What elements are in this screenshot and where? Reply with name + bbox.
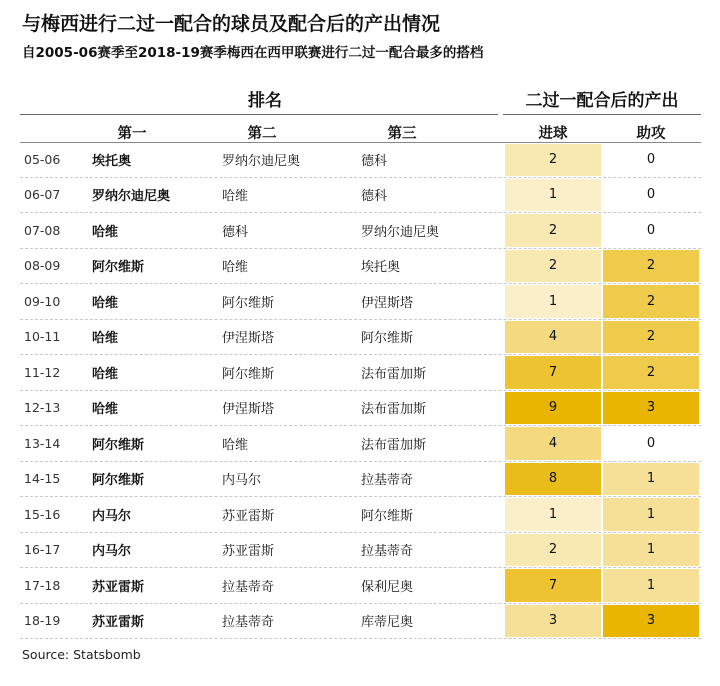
assists-cell: 0 — [646, 435, 656, 451]
table-row — [20, 426, 701, 462]
season-cell: 05-06 — [24, 152, 61, 168]
third-partner-cell: 阿尔维斯 — [361, 508, 414, 524]
table-row — [20, 533, 701, 569]
goals-cell: 1 — [505, 498, 601, 531]
goals-cell: 4 — [505, 427, 601, 460]
third-partner-cell: 法布雷加斯 — [361, 437, 427, 453]
column-header-first: 第一 — [117, 126, 147, 142]
first-partner-cell: 阿尔维斯 — [92, 260, 145, 276]
chart-subtitle: 自2005-06赛季至2018-19赛季梅西在西甲联赛进行二过一配合最多的搭档 — [22, 45, 484, 61]
third-partner-cell: 阿尔维斯 — [361, 331, 414, 347]
goals-cell: 7 — [505, 569, 601, 602]
first-partner-cell: 哈维 — [92, 295, 119, 311]
group-header-rank: 排名 — [248, 91, 282, 111]
assists-cell: 2 — [603, 250, 699, 283]
second-partner-cell: 哈维 — [222, 189, 249, 205]
first-partner-cell: 哈维 — [92, 366, 119, 382]
assists-cell: 1 — [603, 463, 699, 496]
goals-cell: 9 — [505, 392, 601, 425]
source-note: Source: Statsbomb — [22, 647, 141, 662]
table-row — [20, 320, 701, 356]
third-partner-cell: 库蒂尼奥 — [361, 615, 414, 631]
goals-cell: 1 — [505, 179, 601, 212]
season-cell: 14-15 — [24, 471, 61, 487]
season-cell: 11-12 — [24, 364, 61, 380]
season-cell: 10-11 — [24, 329, 61, 345]
goals-cell: 3 — [505, 605, 601, 638]
column-header-assists: 助攻 — [636, 126, 666, 142]
season-cell: 17-18 — [24, 577, 61, 593]
table-row — [20, 142, 701, 178]
table-row — [20, 284, 701, 320]
second-partner-cell: 苏亚雷斯 — [222, 508, 275, 524]
third-partner-cell: 拉基蒂奇 — [361, 473, 414, 489]
assists-cell: 1 — [603, 534, 699, 567]
third-partner-cell: 埃托奥 — [361, 260, 401, 276]
table-row — [20, 568, 701, 604]
first-partner-cell: 埃托奥 — [92, 154, 132, 170]
goals-cell: 2 — [505, 214, 601, 247]
assists-cell: 3 — [603, 392, 699, 425]
season-cell: 13-14 — [24, 435, 61, 451]
chart-title: 与梅西进行二过一配合的球员及配合后的产出情况 — [22, 13, 441, 35]
second-partner-cell: 阿尔维斯 — [222, 366, 275, 382]
season-cell: 06-07 — [24, 187, 61, 203]
group-underline-rank — [20, 114, 498, 115]
assists-cell: 1 — [603, 498, 699, 531]
second-partner-cell: 阿尔维斯 — [222, 295, 275, 311]
second-partner-cell: 哈维 — [222, 260, 249, 276]
goals-cell: 8 — [505, 463, 601, 496]
assists-cell: 2 — [603, 356, 699, 389]
column-header-goals: 进球 — [538, 126, 568, 142]
third-partner-cell: 伊涅斯塔 — [361, 295, 414, 311]
assists-cell: 0 — [646, 222, 656, 238]
assists-cell: 3 — [603, 605, 699, 638]
table-row — [20, 213, 701, 249]
second-partner-cell: 德科 — [222, 224, 249, 240]
goals-cell: 2 — [505, 144, 601, 176]
second-partner-cell: 内马尔 — [222, 473, 262, 489]
group-header-output: 二过一配合后的产出 — [525, 91, 679, 111]
second-partner-cell: 罗纳尔迪尼奥 — [222, 154, 301, 170]
first-partner-cell: 阿尔维斯 — [92, 437, 145, 453]
season-cell: 07-08 — [24, 222, 61, 238]
first-partner-cell: 哈维 — [92, 331, 119, 347]
first-partner-cell: 内马尔 — [92, 508, 132, 524]
season-cell: 16-17 — [24, 542, 61, 558]
first-partner-cell: 罗纳尔迪尼奥 — [92, 189, 171, 205]
table-row — [20, 355, 701, 391]
table-row — [20, 604, 701, 640]
first-partner-cell: 苏亚雷斯 — [92, 615, 145, 631]
first-partner-cell: 阿尔维斯 — [92, 473, 145, 489]
goals-cell: 2 — [505, 250, 601, 283]
table-row — [20, 462, 701, 498]
first-partner-cell: 哈维 — [92, 402, 119, 418]
season-cell: 12-13 — [24, 400, 61, 416]
season-cell: 15-16 — [24, 506, 61, 522]
assists-cell: 2 — [603, 321, 699, 354]
assists-cell: 1 — [603, 569, 699, 602]
table-row — [20, 497, 701, 533]
third-partner-cell: 罗纳尔迪尼奥 — [361, 224, 440, 240]
group-underline-output — [503, 114, 701, 115]
second-partner-cell: 拉基蒂奇 — [222, 579, 275, 595]
assists-cell: 0 — [646, 152, 656, 168]
season-cell: 09-10 — [24, 293, 61, 309]
third-partner-cell: 法布雷加斯 — [361, 402, 427, 418]
column-header-second: 第二 — [247, 126, 277, 142]
second-partner-cell: 苏亚雷斯 — [222, 544, 275, 560]
third-partner-cell: 保利尼奥 — [361, 579, 414, 595]
first-partner-cell: 内马尔 — [92, 544, 132, 560]
column-header-third: 第三 — [387, 126, 417, 142]
second-partner-cell: 伊涅斯塔 — [222, 331, 275, 347]
third-partner-cell: 法布雷加斯 — [361, 366, 427, 382]
third-partner-cell: 拉基蒂奇 — [361, 544, 414, 560]
table-row — [20, 249, 701, 285]
first-partner-cell: 哈维 — [92, 224, 119, 240]
second-partner-cell: 哈维 — [222, 437, 249, 453]
goals-cell: 7 — [505, 356, 601, 389]
assists-cell: 2 — [603, 285, 699, 318]
third-partner-cell: 德科 — [361, 189, 388, 205]
table-row — [20, 178, 701, 214]
season-cell: 18-19 — [24, 613, 61, 629]
second-partner-cell: 拉基蒂奇 — [222, 615, 275, 631]
goals-cell: 4 — [505, 321, 601, 354]
first-partner-cell: 苏亚雷斯 — [92, 579, 145, 595]
second-partner-cell: 伊涅斯塔 — [222, 402, 275, 418]
third-partner-cell: 德科 — [361, 154, 388, 170]
assists-cell: 0 — [646, 187, 656, 203]
goals-cell: 1 — [505, 285, 601, 318]
table-row — [20, 391, 701, 427]
season-cell: 08-09 — [24, 258, 61, 274]
goals-cell: 2 — [505, 534, 601, 567]
